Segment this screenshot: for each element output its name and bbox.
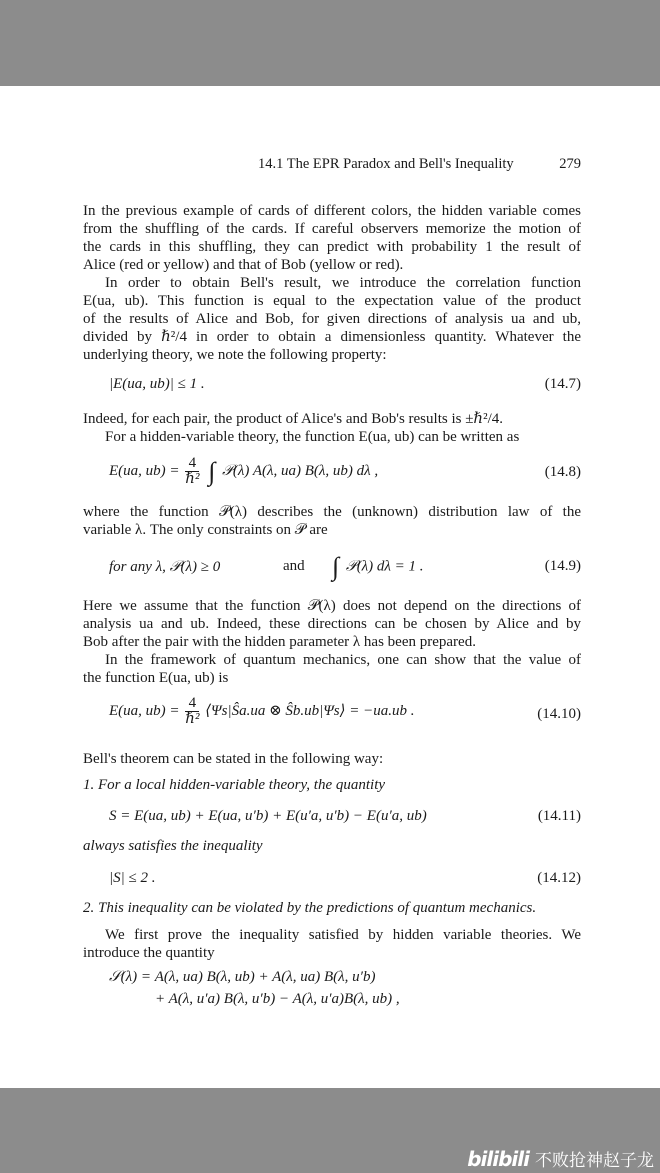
- text-line: In the previous example of cards of different colors, the hidden variable comes: [83, 203, 581, 219]
- equation-number: (14.9): [544, 558, 581, 574]
- equation-14-11: [83, 808, 581, 832]
- equation-number: (14.12): [537, 870, 581, 886]
- paragraph-5: [83, 503, 581, 539]
- eq-lhs: E(ua, ub) =: [109, 702, 180, 719]
- equation-body: |E(ua, ub)| ≤ 1 .: [109, 376, 205, 392]
- equation-14-10: [83, 696, 581, 736]
- text-line: the function E(ua, ub) is: [83, 670, 229, 686]
- text-line: Bell's theorem can be stated in the following way:: [83, 751, 384, 767]
- eq-lhs: E(ua, ub) =: [109, 462, 180, 479]
- watermark: [467, 1146, 654, 1171]
- text-line: We first prove the inequality satisfied by hidden variable theories. We: [105, 927, 581, 943]
- equation-number: (14.8): [544, 464, 581, 480]
- top-bar: [0, 0, 660, 86]
- text-line: divided by ℏ²/4 in order to obtain a dimensionless quantity. Whatever the: [83, 329, 581, 345]
- theorem-condition: always satisfies the inequality: [83, 838, 263, 854]
- fraction: [185, 696, 199, 727]
- paragraph-7: [83, 651, 581, 687]
- text-line: underlying theory, we note the following property:: [83, 347, 387, 363]
- text-line: from the shuffling of the cards. If careful observers memorize the motion of: [83, 221, 581, 237]
- equation-body: + A(λ, u′a) B(λ, u′b) − A(λ, u′a)B(λ, ub) ,: [155, 991, 400, 1007]
- text-line: Alice (red or yellow) and that of Bob (yellow or red).: [83, 257, 404, 273]
- paragraph-3: [83, 410, 581, 428]
- equation-14-12: [83, 870, 581, 894]
- equation-14-7: [83, 376, 581, 400]
- text-line: Indeed, for each pair, the product of Alice's and Bob's results is ±ℏ²/4.: [83, 411, 504, 427]
- eq-rhs-group: [329, 552, 424, 582]
- text-line: of the results of Alice and Bob, for given directions of analysis ua and ub,: [83, 311, 581, 327]
- numerator: 4: [185, 696, 199, 712]
- integral-icon: ∫: [332, 552, 340, 581]
- paragraph-9: [83, 926, 581, 962]
- fraction: [185, 456, 199, 487]
- text-line: For a hidden-variable theory, the function E(ua, ub) can be written as: [105, 429, 520, 445]
- equation-S-line-1: [83, 968, 581, 992]
- text-line: variable λ. The only constraints on 𝒫 are: [83, 522, 328, 538]
- theorem-part-2: 2. This inequality can be violated by the predictions of quantum mechanics.: [83, 900, 537, 916]
- integral-icon: ∫: [208, 456, 216, 486]
- equation-body: |S| ≤ 2 .: [109, 870, 156, 886]
- paragraph-2: [83, 274, 581, 364]
- section-title: 14.1 The EPR Paradox and Bell's Inequality: [258, 156, 514, 172]
- eq-lhs: for any λ, 𝒫(λ) ≥ 0: [109, 559, 221, 575]
- paragraph-6: [83, 597, 581, 651]
- numerator: 4: [185, 456, 199, 472]
- text-line: In the framework of quantum mechanics, one can show that the value of: [105, 652, 581, 668]
- theorem-part-1: 1. For a local hidden-variable theory, the quantity: [83, 777, 386, 793]
- eq-rhs: ⟨Ψs|Ŝa.ua ⊗ Ŝb.ub|Ψs⟩ = −ua.ub .: [205, 702, 415, 719]
- equation-body: [109, 456, 378, 487]
- equation-S-line-2: [83, 991, 581, 1015]
- denominator: ℏ²: [185, 711, 200, 727]
- eq-rhs: 𝒫(λ) dλ = 1 .: [345, 558, 424, 575]
- text-line: introduce the quantity: [83, 945, 215, 961]
- eq-and: and: [283, 558, 305, 574]
- denominator: ℏ²: [185, 471, 200, 487]
- text-line: E(ua, ub). This function is equal to the expectation value of the product: [83, 293, 581, 309]
- bilibili-logo: bilibili: [467, 1146, 529, 1171]
- equation-14-8: [83, 456, 581, 496]
- equation-14-9: [83, 552, 581, 586]
- equation-number: (14.11): [537, 808, 581, 824]
- eq-rhs: 𝒫(λ) A(λ, ua) B(λ, ub) dλ ,: [222, 462, 379, 479]
- text-line: Bob after the pair with the hidden parameter λ has been prepared.: [83, 634, 476, 650]
- equation-number: (14.7): [544, 376, 581, 392]
- text-line: where the function 𝒫(λ) describes the (unknown) distribution law of the: [83, 504, 581, 520]
- watermark-text: 不败抢神赵子龙: [535, 1151, 654, 1171]
- paragraph-1: [83, 202, 581, 274]
- paragraph-8: [83, 750, 581, 768]
- text-line: In order to obtain Bell's result, we introduce the correlation function: [105, 275, 581, 291]
- equation-body: 𝒮(λ) = A(λ, ua) B(λ, ub) + A(λ, ua) B(λ, u′b): [109, 969, 376, 985]
- text-line: the cards in this shuffling, they can predict with probability 1 the result of: [83, 239, 581, 255]
- equation-number: (14.10): [537, 706, 581, 722]
- text-line: analysis ua and ub. Indeed, these directions can be chosen by Alice and by: [83, 616, 581, 632]
- paragraph-4: [83, 428, 581, 446]
- equation-body: S = E(ua, ub) + E(ua, u′b) + E(u′a, u′b) − E(u′a, ub): [109, 808, 427, 824]
- page-number: 279: [559, 156, 581, 172]
- text-line: Here we assume that the function 𝒫(λ) does not depend on the directions of: [83, 598, 581, 614]
- equation-body: [109, 696, 415, 727]
